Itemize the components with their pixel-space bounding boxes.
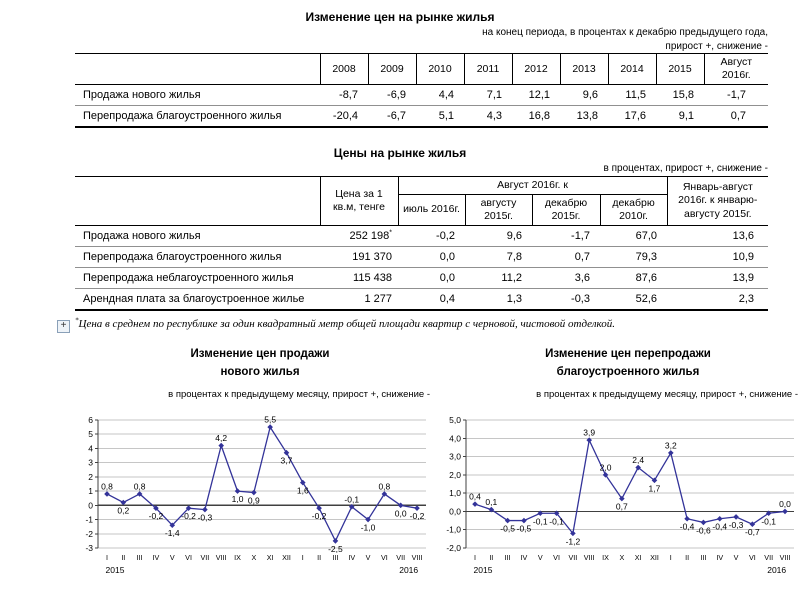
year-label: 2015	[105, 564, 125, 575]
value-cell: 7,8	[465, 247, 532, 268]
table1-title: Изменение цен на рынке жилья	[305, 10, 495, 24]
table1-year-header: 2012	[512, 54, 560, 85]
month-label: VII	[568, 552, 578, 562]
table2-last-column-header: Январь-август 2016г. к январю-августу 2015г.	[667, 176, 768, 225]
data-label: -0,4	[712, 521, 728, 532]
price-cell: 115 438	[320, 268, 398, 289]
data-label: 0,8	[378, 481, 391, 492]
value-cell: 15,8	[656, 85, 704, 106]
data-point	[472, 501, 478, 507]
value-cell: 13,6	[667, 226, 768, 247]
y-axis-label: 4,0	[449, 433, 461, 444]
value-cell: 2,3	[667, 289, 768, 311]
month-label: VI	[553, 552, 560, 562]
month-label: II	[489, 552, 494, 562]
month-label: II	[685, 552, 690, 562]
table2-group-header: Август 2016г. к	[398, 176, 667, 194]
table-row	[75, 85, 768, 106]
value-cell: 11,2	[465, 268, 532, 289]
value-cell: 5,1	[416, 106, 464, 128]
data-point	[121, 499, 127, 505]
month-label: X	[251, 552, 257, 562]
data-label: -0,2	[409, 510, 425, 521]
month-label: VII	[200, 552, 210, 562]
value-cell: 13,8	[560, 106, 608, 128]
data-label: 0,9	[247, 495, 260, 506]
value-cell: 13,9	[667, 268, 768, 289]
data-label: -0,2	[148, 510, 164, 521]
table2-subtitle: в процентах, прирост +, снижение -	[603, 163, 768, 175]
month-label: X	[619, 552, 625, 562]
y-axis-label: 3,0	[449, 451, 461, 462]
data-label: -1,0	[360, 522, 376, 533]
data-label: -0,2	[311, 510, 327, 521]
value-cell: 11,5	[608, 85, 656, 106]
month-label: XI	[266, 552, 274, 562]
table2-header-row-1	[75, 176, 768, 194]
month-label: V	[733, 552, 739, 562]
table1-year-header: 2009	[368, 54, 416, 85]
data-label: 2,0	[599, 462, 612, 473]
table2-subcolumn-header: декабрю 2015г.	[532, 194, 600, 225]
table1-subtitle	[75, 26, 768, 53]
table-row	[75, 268, 768, 289]
row-label: Перепродажа благоустроенного жилья	[75, 106, 320, 128]
month-label: XII	[282, 552, 291, 562]
data-label: 0,2	[117, 505, 130, 516]
value-cell: 87,6	[600, 268, 667, 289]
new-housing-sale-price-chart	[64, 404, 432, 596]
y-axis-label: -1	[85, 514, 93, 525]
value-cell: 4,4	[416, 85, 464, 106]
table1-subtitle-line2: прирост +, снижение -	[665, 40, 768, 52]
data-label: 0,1	[485, 496, 498, 507]
month-label: VIII	[779, 552, 791, 562]
table1-year-header: 2014	[608, 54, 656, 85]
data-label: -0,7	[745, 526, 760, 537]
month-label: V	[365, 552, 371, 562]
table1-year-header: 2011	[464, 54, 512, 85]
chart2-title-line1: Изменение цен перепродажи	[545, 348, 711, 361]
y-axis-label: -2,0	[446, 542, 461, 553]
data-point	[104, 491, 110, 497]
expand-plus-icon[interactable]: +	[57, 320, 70, 333]
y-axis-label: 4	[88, 443, 93, 454]
value-cell: 9,6	[465, 226, 532, 247]
data-label: -0,3	[728, 519, 744, 530]
month-label: IV	[348, 552, 356, 562]
value-cell: -8,7	[320, 85, 368, 106]
value-cell: 52,6	[600, 289, 667, 311]
value-cell: 0,4	[398, 289, 465, 311]
data-label: -0,1	[549, 516, 564, 527]
value-cell: 7,1	[464, 85, 512, 106]
table2-footnote: *Цена в среднем по республике за один квадратный метр общей площади квартир с черновой, чистовой отделкой.	[75, 316, 616, 331]
value-cell: 17,6	[608, 106, 656, 128]
data-label: 2,4	[632, 454, 645, 465]
y-axis-label: 6	[88, 414, 93, 425]
row-label: Продажа нового жилья	[75, 85, 320, 106]
data-label: -0,1	[761, 516, 777, 527]
row-label: Арендная плата за благоустроенное жилье	[75, 289, 320, 311]
value-cell: 0,7	[532, 247, 600, 268]
month-label: V	[169, 552, 175, 562]
y-axis-label: 1,0	[449, 487, 461, 498]
value-cell: 12,1	[512, 85, 560, 106]
data-point	[717, 516, 723, 522]
month-label: IV	[520, 552, 528, 562]
data-point	[218, 443, 224, 449]
data-label: 3,9	[583, 427, 596, 438]
data-label: 3,2	[664, 440, 677, 451]
data-point	[684, 516, 690, 522]
table1-year-header: 2013	[560, 54, 608, 85]
month-label: IV	[152, 552, 160, 562]
data-label: 1,6	[296, 485, 309, 496]
table1-header-row	[75, 54, 768, 85]
month-label: V	[537, 552, 543, 562]
table2-subcolumn-header: декабрю 2010г.	[600, 194, 667, 225]
data-label: 0,0	[779, 498, 791, 509]
data-point	[251, 489, 257, 495]
table2-price-column-header: Цена за 1 кв.м, тенге	[320, 176, 398, 225]
price-cell: 1 277	[320, 289, 398, 311]
data-label: -0,4	[679, 521, 695, 532]
price-footnote-marker: *	[389, 229, 392, 237]
chart2-title-line2: благоустроенного жилья	[556, 365, 700, 378]
month-label: I	[474, 552, 476, 562]
month-label: IX	[602, 552, 609, 562]
data-point	[414, 505, 420, 511]
table-row	[75, 106, 768, 128]
footnote-asterisk: *	[75, 316, 79, 325]
data-point	[733, 514, 739, 520]
data-label: 0,0	[394, 508, 407, 519]
value-cell: 4,3	[464, 106, 512, 128]
price-change-table	[75, 53, 768, 128]
data-label: 1,7	[648, 483, 661, 494]
chart1-title-line1: Изменение цен продажи	[190, 348, 330, 361]
y-axis-label: 2,0	[449, 469, 461, 480]
data-label: -0,6	[696, 525, 711, 536]
month-label: II	[121, 552, 126, 562]
price-cell: 191 370	[320, 247, 398, 268]
chart-block-new-housing	[64, 346, 432, 596]
chart2-subtitle: в процентах к предыдущему месяцу, прирост +, снижение -	[536, 388, 798, 400]
data-point	[333, 538, 339, 544]
data-label: 0,8	[133, 481, 146, 492]
month-label: VIII	[583, 552, 595, 562]
y-axis-label: -2	[85, 528, 93, 539]
month-label: VIII	[215, 552, 227, 562]
value-cell: -6,9	[368, 85, 416, 106]
data-label: -1,4	[164, 527, 180, 538]
resale-housing-price-chart	[432, 404, 800, 596]
data-label: -0,5	[500, 523, 515, 534]
y-axis-label: 0,0	[449, 506, 461, 517]
data-label: -1,2	[565, 536, 581, 547]
value-cell: 1,3	[465, 289, 532, 311]
data-label: 0,7	[615, 501, 628, 512]
table1-corner-cell	[75, 54, 320, 85]
value-cell: -0,3	[532, 289, 600, 311]
chart-block-resale-housing	[432, 346, 800, 596]
month-label: III	[700, 552, 707, 562]
data-label: 0,8	[101, 481, 113, 492]
table1-year-header: 2015	[656, 54, 704, 85]
price-cell: 252 198*	[320, 226, 398, 247]
chart1-title	[64, 346, 432, 382]
table2-title: Цены на рынке жилья	[333, 146, 467, 161]
table1-subtitle-line1: на конец периода, в процентах к декабрю предыдущего года,	[482, 27, 768, 38]
month-label: XII	[650, 552, 659, 562]
month-label: IX	[234, 552, 241, 562]
value-cell: -20,4	[320, 106, 368, 128]
charts-row	[0, 346, 800, 596]
value-cell: -1,7	[704, 85, 768, 106]
y-axis-label: 0	[88, 500, 93, 511]
data-label: -2,5	[328, 543, 343, 554]
data-point	[521, 518, 527, 524]
table-row	[75, 289, 768, 311]
month-label: VII	[396, 552, 406, 562]
y-axis-label: 5,0	[449, 414, 461, 425]
value-cell: 67,0	[600, 226, 667, 247]
data-label: 5,5	[264, 414, 277, 425]
month-label: VI	[748, 552, 756, 562]
year-label: 2016	[767, 564, 787, 575]
month-label: IV	[716, 552, 724, 562]
month-label: I	[669, 552, 672, 562]
y-axis-label: -1,0	[446, 524, 461, 535]
month-label: VI	[380, 552, 388, 562]
data-label: 4,2	[215, 432, 228, 443]
data-point	[202, 507, 208, 513]
y-axis-label: 1	[88, 485, 93, 496]
month-label: XI	[634, 552, 642, 562]
chart1-title-line2: нового жилья	[220, 365, 300, 378]
data-label: -0,5	[516, 523, 532, 534]
table1-year-header: 2008	[320, 54, 368, 85]
data-label: 3,7	[280, 455, 293, 466]
value-cell: 16,8	[512, 106, 560, 128]
table2-subcolumn-header: августу 2015г.	[465, 194, 532, 225]
row-label: Продажа нового жилья	[75, 226, 320, 247]
month-label: III	[504, 552, 511, 562]
data-label: 1,0	[231, 493, 244, 504]
y-axis-label: -3	[85, 542, 93, 553]
value-cell: 9,6	[560, 85, 608, 106]
chart1-subtitle: в процентах к предыдущему месяцу, прирост +, снижение -	[168, 388, 430, 400]
value-cell: 10,9	[667, 247, 768, 268]
y-axis-label: 3	[88, 457, 93, 468]
month-label: VIII	[411, 552, 423, 562]
data-point	[668, 450, 674, 456]
value-cell: -6,7	[368, 106, 416, 128]
data-label: -0,1	[344, 494, 360, 505]
value-cell: 9,1	[656, 106, 704, 128]
month-label: II	[317, 552, 322, 562]
table2-corner-cell	[75, 176, 320, 225]
table-row	[75, 247, 768, 268]
data-point	[782, 508, 788, 514]
table-row	[75, 226, 768, 247]
row-label: Перепродажа благоустроенного жилья	[75, 247, 320, 268]
value-cell: 79,3	[600, 247, 667, 268]
value-cell: 0,7	[704, 106, 768, 128]
data-point	[235, 488, 241, 494]
data-label: -0,2	[181, 510, 196, 521]
month-label: I	[106, 552, 108, 562]
month-label: III	[136, 552, 143, 562]
month-label: III	[332, 552, 339, 562]
value-cell: -1,7	[532, 226, 600, 247]
chart2-title	[432, 346, 800, 382]
row-label: Перепродажа неблагоустроенного жилья	[75, 268, 320, 289]
month-label: VII	[764, 552, 774, 562]
y-axis-label: 2	[88, 471, 93, 482]
data-label: -0,3	[197, 512, 213, 523]
value-cell: 3,6	[532, 268, 600, 289]
y-axis-label: 5	[88, 428, 93, 439]
data-point	[701, 519, 707, 525]
table1-year-header: 2010	[416, 54, 464, 85]
table2-subcolumn-header: июль 2016г.	[398, 194, 465, 225]
data-label: 0,4	[469, 491, 481, 502]
value-cell: -0,2	[398, 226, 465, 247]
table1-year-header: Август 2016г.	[704, 54, 768, 85]
month-label: VI	[185, 552, 192, 562]
month-label: I	[301, 552, 304, 562]
year-label: 2015	[473, 564, 493, 575]
value-cell: 0,0	[398, 268, 465, 289]
value-cell: 0,0	[398, 247, 465, 268]
housing-prices-table	[75, 176, 768, 311]
data-label: -0,1	[532, 516, 548, 527]
year-label: 2016	[399, 564, 419, 575]
